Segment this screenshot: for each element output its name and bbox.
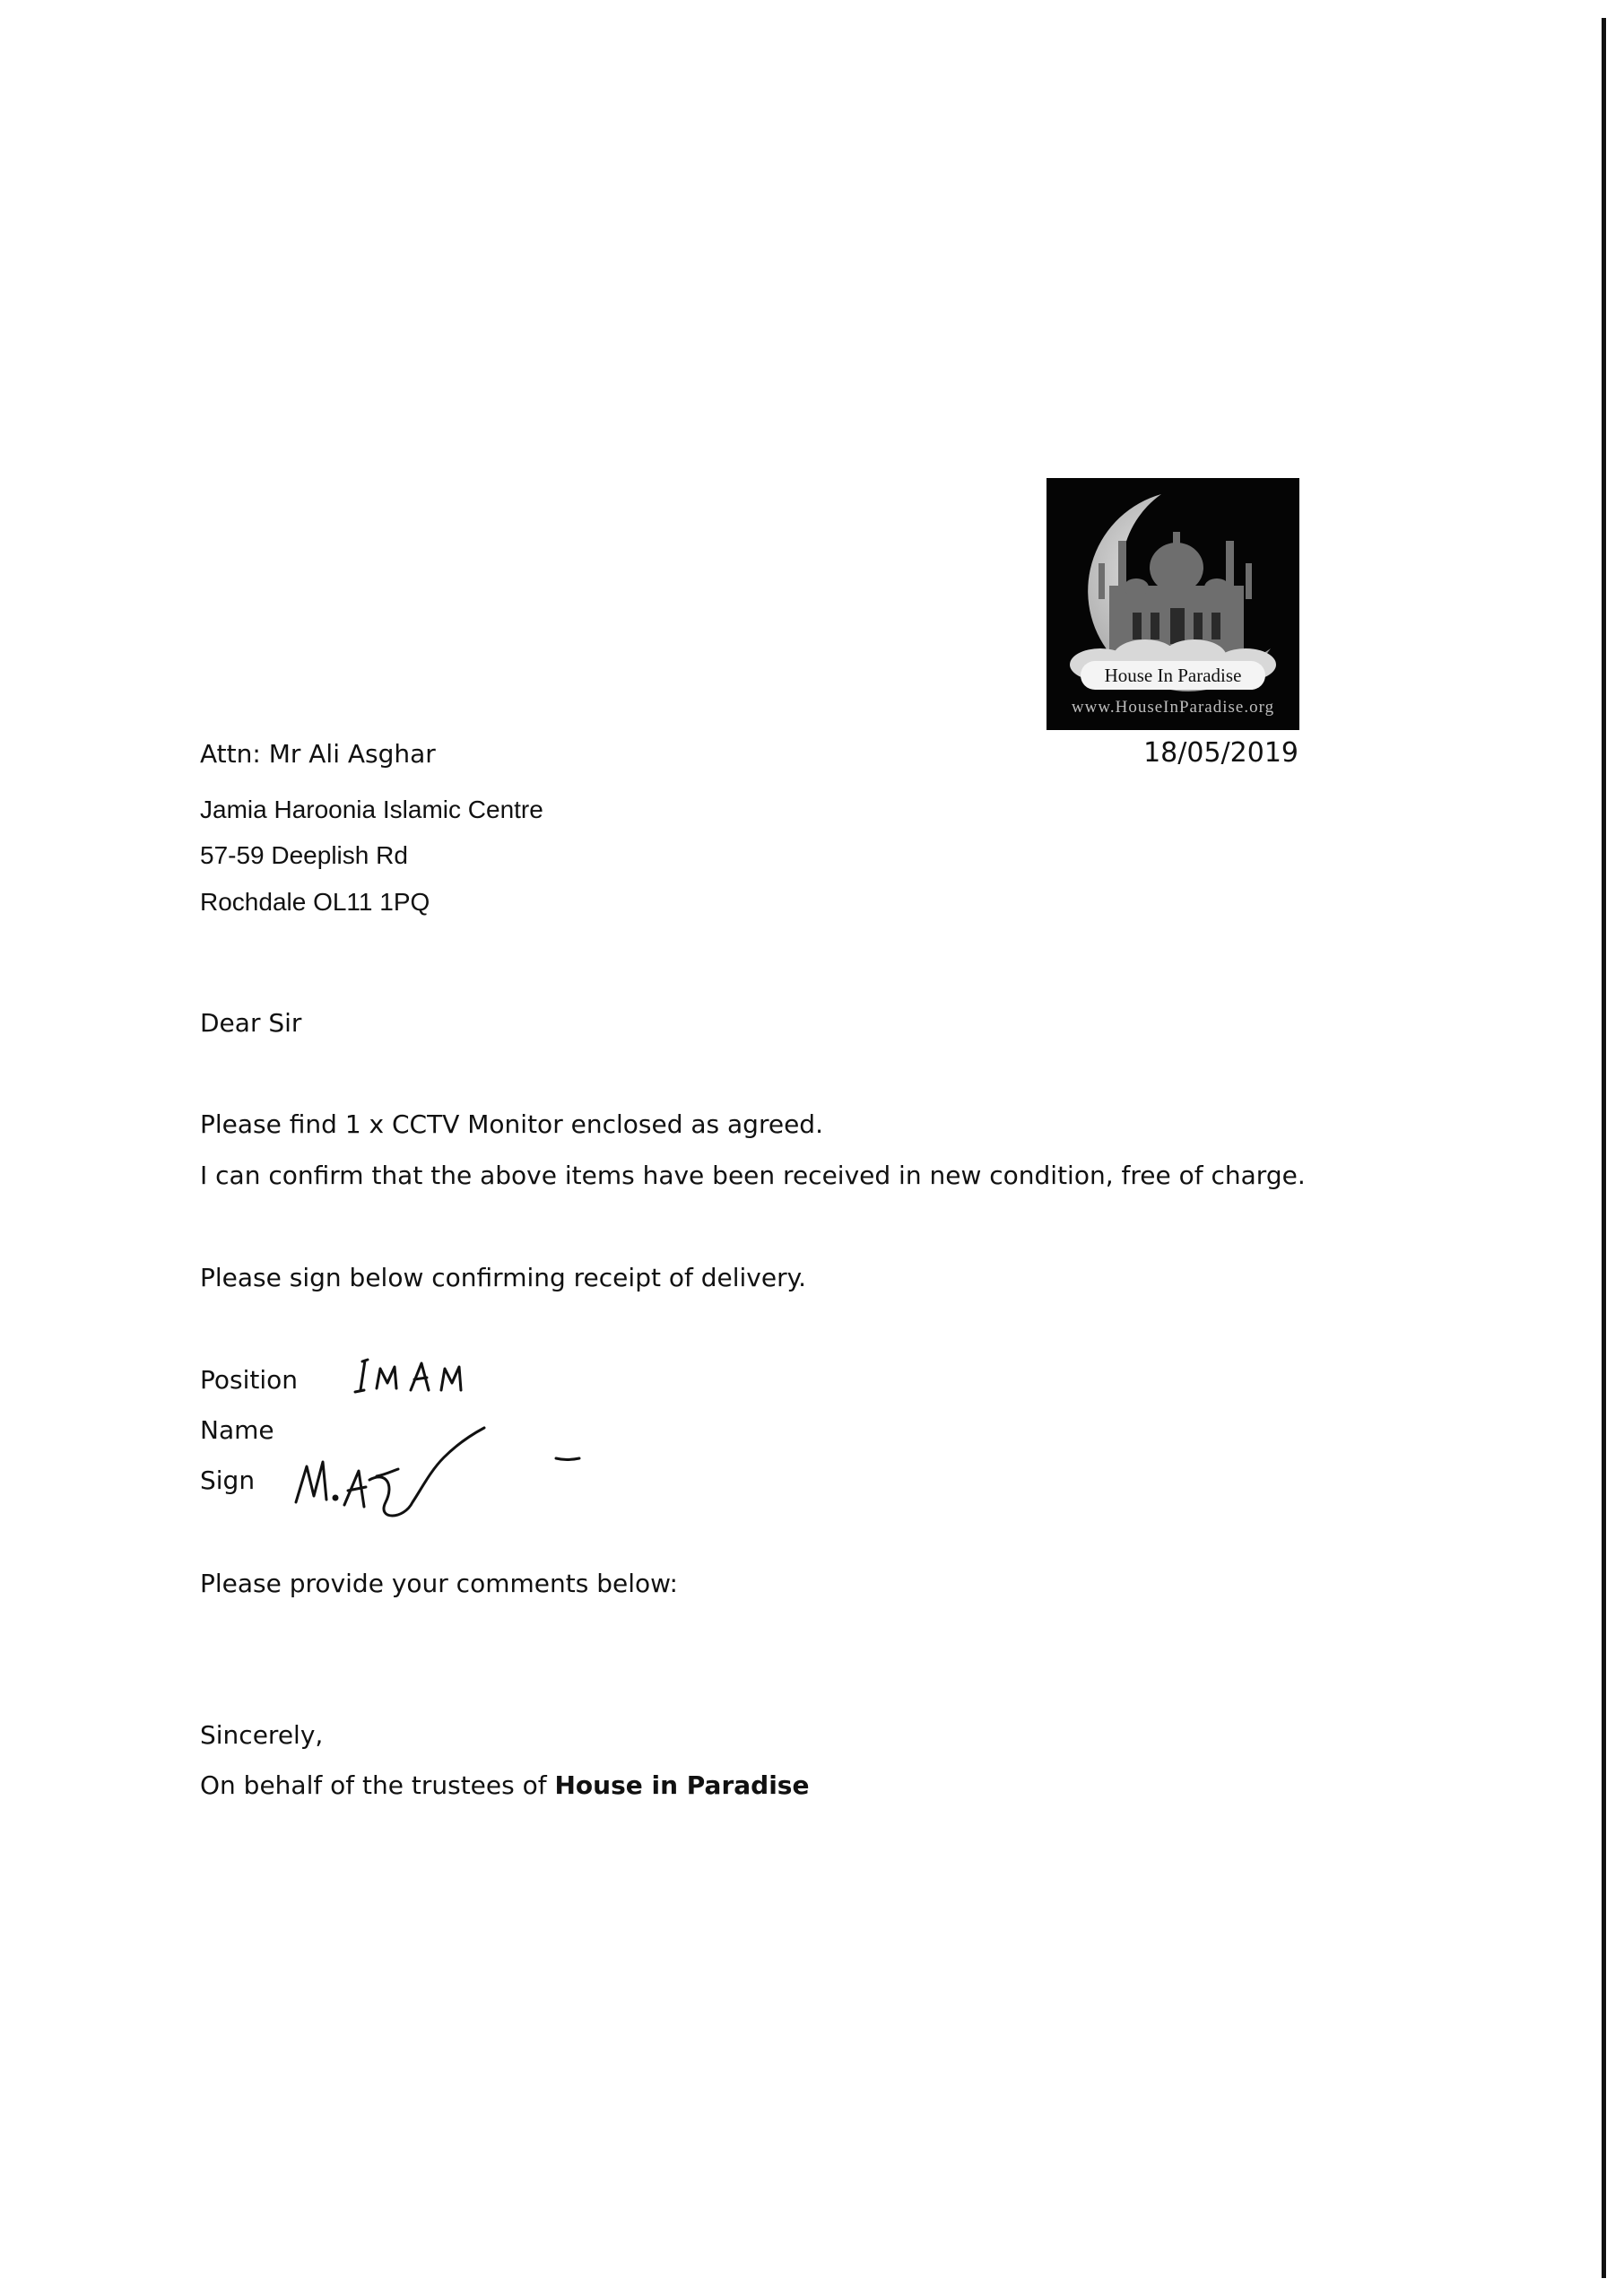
address-line-1: Jamia Haroonia Islamic Centre	[200, 796, 543, 823]
position-label: Position	[200, 1365, 299, 1395]
comments-prompt: Please provide your comments below:	[200, 1569, 678, 1598]
salutation: Dear Sir	[200, 1008, 302, 1038]
mosque-crescent-icon	[1046, 478, 1299, 730]
signature-scribble	[287, 1417, 592, 1534]
sign-label: Sign	[200, 1465, 256, 1495]
closing: Sincerely,	[200, 1720, 324, 1750]
body-line-3: Please sign below confirming receipt of delivery.	[200, 1263, 807, 1292]
logo-url-text: www.HouseInParadise.org	[1071, 698, 1275, 717]
scan-edge-line	[1602, 18, 1606, 2278]
behalf-line	[200, 1770, 809, 1800]
handwritten-position-imam	[350, 1345, 529, 1408]
logo-banner-text: House In Paradise	[1081, 661, 1265, 690]
letter-date: 18/05/2019	[1143, 737, 1298, 769]
organization-name: House in Paradise	[554, 1770, 810, 1800]
name-label: Name	[200, 1415, 274, 1445]
address-line-2: 57-59 Deeplish Rd	[200, 841, 408, 869]
address-line-3: Rochdale OL11 1PQ	[200, 888, 430, 916]
behalf-prefix: On behalf of the trustees of	[200, 1770, 555, 1800]
body-line-1: Please find 1 x CCTV Monitor enclosed as agreed.	[200, 1109, 823, 1139]
body-line-2: I can confirm that the above items have been received in new condition, free of charge.	[200, 1161, 1306, 1190]
house-in-paradise-logo	[1046, 478, 1299, 730]
attention-line: Attn: Mr Ali Asghar	[200, 739, 436, 769]
